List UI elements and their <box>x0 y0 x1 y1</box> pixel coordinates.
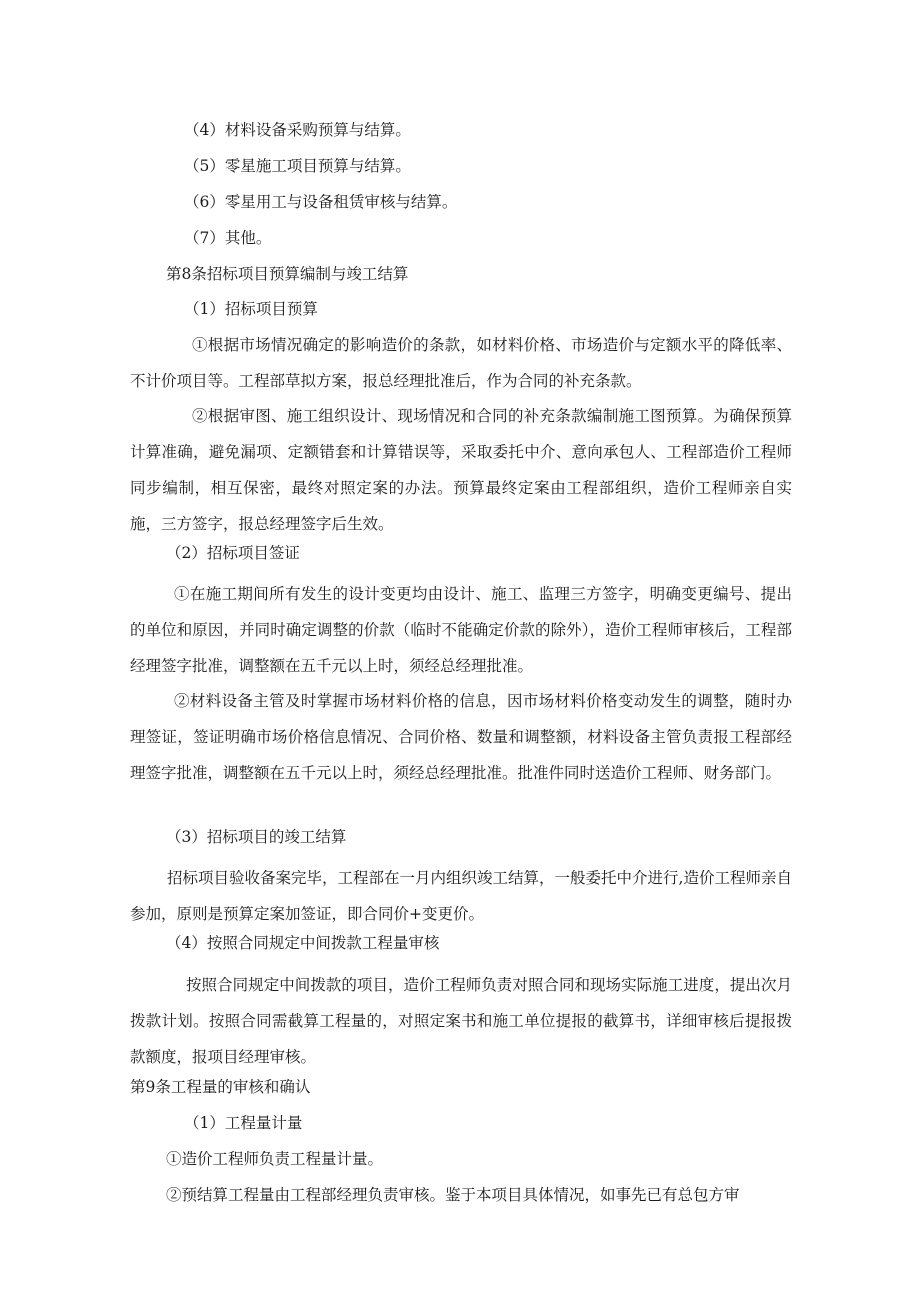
line-quantity-calc: ①造价工程师负责工程量计量。 <box>166 1150 384 1168</box>
section-heading-quantity: （1）工程量计量 <box>184 1114 303 1132</box>
section-heading-visa: （2）招标项目签证 <box>166 544 300 562</box>
section-heading-settlement: （3）招标项目的竣工结算 <box>166 828 347 846</box>
section-heading-payment: （4）按照合同规定中间拨款工程量审核 <box>166 934 440 952</box>
paragraph-visa-material-price: ②材料设备主管及时掌握市场材料价格的信息，因市场材料价格变动发生的调整，随时办理签证，签证明确市场价格信息情况、合同价格、数量和调整额，材料设备主管负责报工程部经理签字批准，调整额在五千元以上时，须经总经理批准。批准件同时送造价工程师、财务部门。 <box>130 692 792 782</box>
article-9-heading: 第9条工程量的审核和确认 <box>130 1078 311 1096</box>
paragraph-budget-drawing: ②根据审图、施工组织设计、现场情况和合同的补充条款编制施工图预算。为确保预算计算准确，避免漏项、定额错套和计算错误等，采取委托中介、意向承包人、工程部造价工程师同步编制，相互保密，最终对照定案的办法。预算最终定案由工程部组织，造价工程师亲自实施，三方签字，报总经理签字后生效。 <box>130 407 792 533</box>
list-item-4: （4）材料设备采购预算与结算。 <box>184 121 411 139</box>
list-item-6: （6）零星用工与设备租赁审核与结算。 <box>184 193 458 211</box>
paragraph-visa-design-change: ①在施工期间所有发生的设计变更均由设计、施工、监理三方签字，明确变更编号、提出的单位和原因，并同时确定调整的价款（临时不能确定价款的除外），造价工程师审核后，工程部经理签字批准，调整额在五千元以上时，须经总经理批准。 <box>130 585 792 675</box>
list-item-5: （5）零星施工项目预算与结算。 <box>184 157 411 175</box>
list-item-7: （7）其他。 <box>184 229 272 247</box>
article-8-heading: 第8条招标项目预算编制与竣工结算 <box>166 265 409 283</box>
section-heading-budget: （1）招标项目预算 <box>184 300 318 318</box>
line-quantity-review: ②预结算工程量由工程部经理负责审核。鉴于本项目具体情况，如事先已有总包方审 <box>166 1186 740 1204</box>
paragraph-payment: 按照合同规定中间拨款的项目，造价工程师负责对照合同和现场实际施工进度，提出次月拨款计划。按照合同需截算工程量的，对照定案书和施工单位提报的截算书，详细审核后提报拨款额度，报项目经理审核。 <box>130 976 792 1066</box>
paragraph-settlement: 招标项目验收备案完毕，工程部在一月内组织竣工结算，一般委托中介进行,造价工程师亲自参加，原则是预算定案加签证，即合同价+变更价。 <box>130 869 792 923</box>
paragraph-budget-terms: ①根据市场情况确定的影响造价的条款，如材料价格、市场造价与定额水平的降低率、不计价项目等。工程部草拟方案，报总经理批准后，作为合同的补充条款。 <box>130 336 792 390</box>
